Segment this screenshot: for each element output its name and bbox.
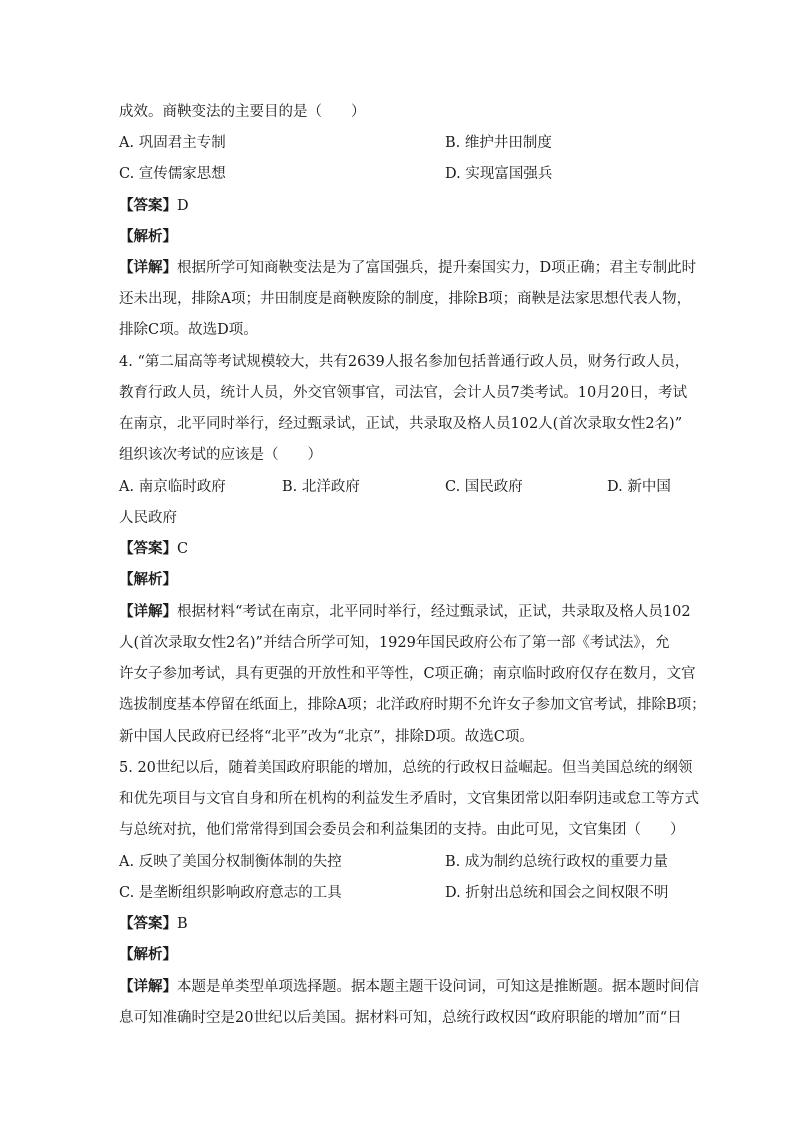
answer-tag: 【答案】 [119,197,177,214]
q5-option-a: A. 反映了美国分权制衡体制的失控 [119,854,342,870]
answer-tag: 【答案】 [119,540,177,557]
q5-answer [119,914,679,934]
q5-analysis-tag [119,945,679,965]
q5-stem-line: 和优先项目与文官自身和所在机构的利益发生矛盾时，文官集团常以阳奉阴违或怠工等方式 [119,791,699,807]
detail-text: 根据所学可知商鞅变法是为了富国强兵，提升秦国实力，D项正确；君主专制此时 [177,260,697,276]
q4-option-c: C. 国民政府 [445,479,523,495]
q4-option-d-cont: 人民政府 [119,510,177,526]
answer-tag: 【答案】 [119,915,177,932]
q5-option-d: D. 折射出总统和国会之间权限不明 [445,885,669,901]
q5-detail-line: 息可知准确时空是20世纪以后美国。据材料可知，总统行政权因“政府职能的增加”而“日 [119,1010,682,1026]
q5-detail-line [119,977,699,997]
answer-value: C [177,541,189,557]
q4-detail-line: 新中国人民政府已经将“北平”改为“北京”，排除D项。故选C项。 [119,729,534,745]
q3-stem-tail: 成效。商鞅变法的主要目的是（ ） [119,104,366,120]
detail-label: 【详解】 [119,978,177,995]
q5-stem-line: 与总统对抗，他们常常得到国会委员会和利益集团的支持。由此可见，文官集团（ ） [119,822,685,838]
detail-label: 【详解】 [119,259,177,276]
q3-option-c: C. 宣传儒家思想 [119,166,226,182]
answer-value: D [177,198,189,214]
q3-option-a: A. 巩固君主专制 [119,135,226,151]
q3-detail-line [119,258,697,278]
detail-label: 【详解】 [119,603,177,620]
q5-stem-line: 5. 20世纪以后，随着美国政府职能的增加，总统的行政权日益崛起。但当美国总统的纲领 [119,760,693,776]
q3-answer [119,196,679,216]
answer-value: B [177,916,188,932]
q4-answer [119,539,679,559]
q3-detail-line: 排除C项。故选D项。 [119,322,258,338]
q4-stem-line: 教育行政人员，统计人员，外交官领事官，司法官，会计人员7类考试。10月20日，考试 [119,385,688,401]
q5-option-c: C. 是垄断组织影响政府意志的工具 [119,885,342,901]
q4-detail-line: 人(首次录取女性2名)”并结合所学可知，1929年国民政府公布了第一部《考试法》，允 [119,635,670,651]
q3-detail-line: 还未出现，排除A项；井田制度是商鞅废除的制度，排除B项；商鞅是法家思想代表人物， [119,291,692,307]
q3-analysis-tag [119,227,679,247]
q3-option-d: D. 实现富国强兵 [445,166,553,182]
analysis-label: 【解析】 [119,571,177,588]
q4-detail-line: 许女子参加考试，具有更强的开放性和平等性，C项正确；南京临时政府仅存在数月，文官 [119,666,696,682]
q4-detail-line [119,602,691,622]
analysis-label: 【解析】 [119,946,177,963]
q4-stem-line: 组织该次考试的应该是（ ） [119,447,322,463]
detail-text: 本题是单类型单项选择题。据本题主题干设问词，可知这是推断题。据本题时间信 [177,979,699,995]
q3-option-b: B. 维护井田制度 [445,135,552,151]
q4-stem-line: 4. “第二届高等考试规模较大，共有2639人报名参加包括普通行政人员，财务行政人员， [119,354,690,370]
detail-text: 根据材料“考试在南京，北平同时举行，经过甄录试，正试，共录取及格人员102 [177,604,691,620]
q4-option-d: D. 新中国 [607,479,671,495]
q5-option-b: B. 成为制约总统行政权的重要力量 [445,854,668,870]
q4-option-b: B. 北洋政府 [282,479,360,495]
analysis-label: 【解析】 [119,228,177,245]
q4-analysis-tag [119,570,679,590]
q4-detail-line: 选拔制度基本停留在纸面上，排除A项；北洋政府时期不允许女子参加文官考试，排除B项； [119,697,706,713]
q4-stem-line: 在南京，北平同时举行，经过甄录试，正试，共录取及格人员102人(首次录取女性2名)” [119,416,683,432]
q4-option-a: A. 南京临时政府 [119,479,226,495]
